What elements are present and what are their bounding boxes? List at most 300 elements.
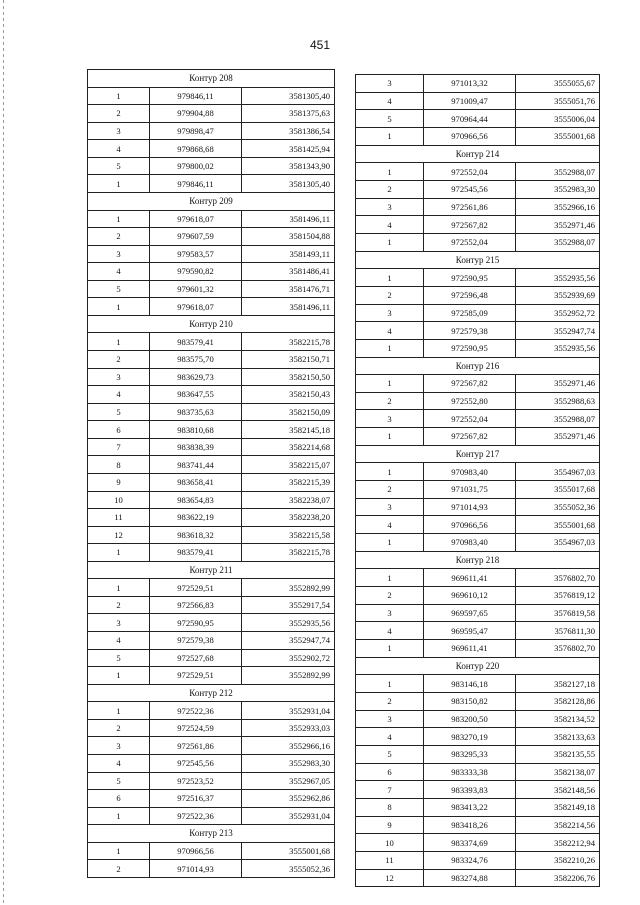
coordinate-y: 3582238,07: [242, 491, 335, 509]
coordinate-y: 3555017,68: [516, 481, 600, 499]
table-row: [88, 719, 335, 737]
coordinate-x: 971014,93: [150, 860, 242, 878]
coordinate-y: 3581305,40: [242, 87, 335, 105]
table-row: [356, 233, 600, 251]
coordinate-y: 3555052,36: [516, 498, 600, 516]
coordinate-x: 972523,52: [150, 772, 242, 790]
coordinate-x: 979618,07: [150, 210, 242, 228]
coordinate-x: 970983,40: [424, 463, 516, 481]
coordinate-y: 3576819,12: [516, 587, 600, 605]
point-number: 11: [88, 509, 150, 527]
contour-header: [356, 445, 600, 463]
table-row: [88, 790, 335, 808]
table-row: [88, 140, 335, 158]
table-row: [88, 509, 335, 527]
table-row: [88, 421, 335, 439]
coordinate-y: 3582127,18: [516, 675, 600, 693]
table-row: [356, 127, 600, 145]
coordinate-x: 983810,68: [150, 421, 242, 439]
coordinate-y: 3582133,63: [516, 728, 600, 746]
coordinate-x: 983393,83: [424, 781, 516, 799]
point-number: 2: [88, 228, 150, 246]
point-number: 2: [88, 105, 150, 123]
coordinate-y: 3552931,04: [242, 807, 335, 825]
table-row: [88, 456, 335, 474]
point-number: 2: [356, 286, 424, 304]
coordinate-x: 983838,39: [150, 438, 242, 456]
coordinate-y: 3552966,16: [516, 198, 600, 216]
coordinate-y: 3582238,20: [242, 509, 335, 527]
coordinate-y: 3552962,86: [242, 790, 335, 808]
coordinate-y: 3552939,69: [516, 286, 600, 304]
coordinate-x: 972529,51: [150, 579, 242, 597]
coordinate-x: 972590,95: [424, 269, 516, 287]
contour-title: Контур 211: [88, 561, 335, 579]
contour-title: Контур 208: [88, 70, 335, 88]
coordinate-y: 3582138,07: [516, 763, 600, 781]
coordinate-x: 983200,50: [424, 710, 516, 728]
coordinate-x: 983622,19: [150, 509, 242, 527]
point-number: 3: [356, 604, 424, 622]
point-number: 1: [356, 640, 424, 658]
table-row: [356, 410, 600, 428]
coordinate-x: 983270,19: [424, 728, 516, 746]
point-number: 2: [356, 481, 424, 499]
coordinate-x: 970966,56: [424, 516, 516, 534]
coordinate-y: 3582135,55: [516, 745, 600, 763]
coordinate-x: 979846,11: [150, 87, 242, 105]
point-number: 8: [88, 456, 150, 474]
coordinate-y: 3555001,68: [516, 127, 600, 145]
point-number: 3: [356, 498, 424, 516]
point-number: 8: [356, 798, 424, 816]
coordinate-x: 972552,04: [424, 163, 516, 181]
coordinate-y: 3582215,39: [242, 473, 335, 491]
contour-title: Контур 209: [88, 192, 335, 210]
coordinate-y: 3582215,78: [242, 544, 335, 562]
table-row: [88, 228, 335, 246]
table-row: [356, 763, 600, 781]
coordinate-y: 3552917,54: [242, 596, 335, 614]
coordinate-x: 972579,38: [150, 632, 242, 650]
point-number: 3: [356, 710, 424, 728]
point-number: 1: [356, 534, 424, 552]
coordinate-y: 3576802,70: [516, 569, 600, 587]
coordinate-y: 3582214,68: [242, 438, 335, 456]
coordinate-x: 979607,59: [150, 228, 242, 246]
point-number: 11: [356, 851, 424, 869]
coordinate-x: 970964,44: [424, 110, 516, 128]
point-number: 5: [88, 157, 150, 175]
coordinate-y: 3582150,43: [242, 386, 335, 404]
table-row: [356, 692, 600, 710]
point-number: 6: [356, 763, 424, 781]
coordinate-y: 3581305,40: [242, 175, 335, 193]
point-number: 1: [356, 269, 424, 287]
table-row: [88, 210, 335, 228]
coordinate-y: 3581425,94: [242, 140, 335, 158]
point-number: 1: [356, 463, 424, 481]
coordinate-x: 979904,88: [150, 105, 242, 123]
table-row: [356, 392, 600, 410]
table-row: [88, 403, 335, 421]
coordinate-y: 3552931,04: [242, 702, 335, 720]
coordinate-x: 972527,68: [150, 649, 242, 667]
coordinate-x: 983629,73: [150, 368, 242, 386]
coordinate-x: 969610,12: [424, 587, 516, 605]
coordinate-x: 969611,41: [424, 569, 516, 587]
table-row: [88, 807, 335, 825]
table-row: [88, 333, 335, 351]
point-number: 9: [88, 473, 150, 491]
coordinate-y: 3582215,78: [242, 333, 335, 351]
point-number: 1: [88, 210, 150, 228]
contour-header: [88, 70, 335, 88]
point-number: 5: [88, 280, 150, 298]
table-row: [88, 175, 335, 193]
coordinate-x: 972522,36: [150, 807, 242, 825]
table-row: [356, 851, 600, 869]
contour-header: [356, 551, 600, 569]
coordinate-y: 3552988,07: [516, 163, 600, 181]
table-row: [356, 216, 600, 234]
coordinate-y: 3552935,56: [516, 269, 600, 287]
contour-header: [356, 657, 600, 675]
coordinate-y: 3582150,71: [242, 351, 335, 369]
point-number: 3: [88, 122, 150, 140]
coordinate-x: 971013,32: [424, 75, 516, 93]
table-row: [356, 587, 600, 605]
coordinate-x: 971014,93: [424, 498, 516, 516]
coordinate-x: 972561,86: [424, 198, 516, 216]
point-number: 1: [88, 807, 150, 825]
table-row: [356, 675, 600, 693]
contour-title: Контур 215: [356, 251, 600, 269]
coordinate-y: 3552988,07: [516, 233, 600, 251]
coordinate-x: 971009,47: [424, 92, 516, 110]
table-row: [356, 728, 600, 746]
point-number: 6: [88, 790, 150, 808]
contour-header: [88, 561, 335, 579]
table-row: [88, 772, 335, 790]
coordinate-x: 983324,76: [424, 851, 516, 869]
coordinate-y: 3552988,63: [516, 392, 600, 410]
coordinate-x: 972596,48: [424, 286, 516, 304]
coordinate-y: 3555001,68: [242, 842, 335, 860]
coordinate-y: 3552902,72: [242, 649, 335, 667]
binder-edge: [3, 0, 4, 905]
coordinate-x: 979618,07: [150, 298, 242, 316]
point-number: 3: [88, 368, 150, 386]
coordinate-y: 3555052,36: [242, 860, 335, 878]
coordinate-x: 983647,55: [150, 386, 242, 404]
coordinate-y: 3582150,50: [242, 368, 335, 386]
contour-header: [356, 357, 600, 375]
table-row: [88, 105, 335, 123]
point-number: 1: [356, 375, 424, 393]
coordinate-x: 972590,95: [150, 614, 242, 632]
contour-title: Контур 213: [88, 825, 335, 843]
point-number: 7: [356, 781, 424, 799]
coordinate-x: 970966,56: [150, 842, 242, 860]
table-row: [88, 754, 335, 772]
coordinate-y: 3555006,04: [516, 110, 600, 128]
contour-header: [88, 684, 335, 702]
coordinate-y: 3552971,46: [516, 428, 600, 446]
point-number: 1: [88, 702, 150, 720]
coordinate-y: 3552947,74: [242, 632, 335, 650]
coordinate-y: 3581375,63: [242, 105, 335, 123]
coordinate-x: 983333,38: [424, 763, 516, 781]
table-row: [88, 544, 335, 562]
coordinate-y: 3552892,99: [242, 579, 335, 597]
page-number: 451: [309, 38, 331, 52]
coordinate-y: 3552983,30: [516, 180, 600, 198]
table-row: [88, 842, 335, 860]
coordinate-y: 3581343,90: [242, 157, 335, 175]
point-number: 4: [356, 216, 424, 234]
contour-header: [356, 251, 600, 269]
table-row: [88, 667, 335, 685]
coordinate-y: 3576811,30: [516, 622, 600, 640]
coordinate-y: 3554967,03: [516, 463, 600, 481]
coordinate-y: 3552988,07: [516, 410, 600, 428]
coordinates-table-left: [87, 69, 335, 878]
coordinate-y: 3581504,88: [242, 228, 335, 246]
point-number: 3: [356, 410, 424, 428]
table-row: [356, 622, 600, 640]
coordinate-x: 971031,75: [424, 481, 516, 499]
table-row: [88, 368, 335, 386]
table-row: [88, 280, 335, 298]
point-number: 3: [88, 614, 150, 632]
coordinate-x: 979800,02: [150, 157, 242, 175]
table-row: [356, 428, 600, 446]
point-number: 12: [356, 869, 424, 887]
point-number: 3: [88, 245, 150, 263]
coordinate-x: 983579,41: [150, 544, 242, 562]
coordinate-x: 969611,41: [424, 640, 516, 658]
table-row: [88, 351, 335, 369]
coordinate-y: 3552947,74: [516, 322, 600, 340]
table-row: [356, 75, 600, 93]
coordinate-x: 979590,82: [150, 263, 242, 281]
point-number: 2: [356, 392, 424, 410]
point-number: 12: [88, 526, 150, 544]
coordinate-y: 3582128,86: [516, 692, 600, 710]
coordinate-y: 3555001,68: [516, 516, 600, 534]
table-row: [356, 463, 600, 481]
coordinate-y: 3552966,16: [242, 737, 335, 755]
table-row: [356, 180, 600, 198]
point-number: 4: [356, 322, 424, 340]
contour-header: [88, 192, 335, 210]
point-number: 5: [356, 745, 424, 763]
point-number: 2: [88, 719, 150, 737]
right-column: [355, 74, 599, 887]
coordinate-x: 972529,51: [150, 667, 242, 685]
point-number: 5: [356, 110, 424, 128]
coordinate-x: 979601,32: [150, 280, 242, 298]
coordinate-y: 3582150,09: [242, 403, 335, 421]
coordinate-y: 3552935,56: [516, 339, 600, 357]
coordinate-x: 972561,86: [150, 737, 242, 755]
table-row: [356, 304, 600, 322]
point-number: 4: [356, 92, 424, 110]
coordinate-y: 3552935,56: [242, 614, 335, 632]
point-number: 1: [88, 842, 150, 860]
coordinate-x: 970983,40: [424, 534, 516, 552]
table-row: [88, 860, 335, 878]
table-row: [88, 473, 335, 491]
coordinate-x: 983418,26: [424, 816, 516, 834]
table-row: [356, 569, 600, 587]
coordinate-x: 983654,83: [150, 491, 242, 509]
coordinate-x: 983658,41: [150, 473, 242, 491]
coordinate-y: 3581496,11: [242, 210, 335, 228]
coordinate-x: 972566,83: [150, 596, 242, 614]
coordinate-y: 3582206,76: [516, 869, 600, 887]
table-row: [356, 110, 600, 128]
point-number: 1: [88, 87, 150, 105]
point-number: 10: [88, 491, 150, 509]
coordinate-x: 969597,65: [424, 604, 516, 622]
coordinate-x: 972567,82: [424, 428, 516, 446]
point-number: 5: [88, 403, 150, 421]
coordinate-y: 3581496,11: [242, 298, 335, 316]
point-number: 2: [356, 180, 424, 198]
coordinate-y: 3581486,41: [242, 263, 335, 281]
table-row: [356, 516, 600, 534]
table-row: [88, 702, 335, 720]
coordinate-x: 972585,09: [424, 304, 516, 322]
coordinate-y: 3582134,52: [516, 710, 600, 728]
point-number: 1: [356, 127, 424, 145]
table-row: [356, 92, 600, 110]
point-number: 10: [356, 834, 424, 852]
coordinate-x: 983146,18: [424, 675, 516, 693]
coordinates-table-right: [355, 74, 600, 887]
point-number: 2: [88, 596, 150, 614]
contour-header: [356, 145, 600, 163]
coordinate-x: 972552,04: [424, 410, 516, 428]
point-number: 4: [88, 263, 150, 281]
contour-header: [88, 315, 335, 333]
table-row: [88, 649, 335, 667]
coordinate-y: 3582149,18: [516, 798, 600, 816]
table-row: [356, 498, 600, 516]
contour-title: Контур 217: [356, 445, 600, 463]
coordinate-x: 972579,38: [424, 322, 516, 340]
point-number: 4: [88, 754, 150, 772]
table-row: [88, 737, 335, 755]
table-row: [356, 198, 600, 216]
table-row: [356, 322, 600, 340]
coordinate-y: 3581386,54: [242, 122, 335, 140]
coordinate-x: 979868,68: [150, 140, 242, 158]
left-column: [87, 69, 334, 878]
point-number: 3: [356, 75, 424, 93]
coordinate-x: 972524,59: [150, 719, 242, 737]
point-number: 1: [356, 163, 424, 181]
point-number: 4: [356, 728, 424, 746]
coordinate-y: 3554967,03: [516, 534, 600, 552]
coordinate-x: 983579,41: [150, 333, 242, 351]
point-number: 1: [88, 579, 150, 597]
table-row: [356, 339, 600, 357]
table-row: [88, 491, 335, 509]
point-number: 1: [356, 428, 424, 446]
coordinate-x: 979846,11: [150, 175, 242, 193]
table-row: [356, 710, 600, 728]
contour-title: Контур 210: [88, 315, 335, 333]
coordinate-x: 983618,32: [150, 526, 242, 544]
coordinate-x: 972545,56: [424, 180, 516, 198]
coordinate-x: 972522,36: [150, 702, 242, 720]
coordinate-y: 3555051,76: [516, 92, 600, 110]
point-number: 4: [88, 632, 150, 650]
coordinate-x: 972567,82: [424, 216, 516, 234]
coordinate-x: 979583,57: [150, 245, 242, 263]
point-number: 7: [88, 438, 150, 456]
table-row: [356, 798, 600, 816]
contour-header: [88, 825, 335, 843]
point-number: 3: [88, 737, 150, 755]
table-row: [356, 816, 600, 834]
coordinate-y: 3552983,30: [242, 754, 335, 772]
table-row: [88, 298, 335, 316]
coordinate-y: 3552892,99: [242, 667, 335, 685]
table-row: [88, 122, 335, 140]
point-number: 5: [88, 649, 150, 667]
table-row: [356, 286, 600, 304]
coordinate-y: 3582145,18: [242, 421, 335, 439]
coordinate-x: 983150,82: [424, 692, 516, 710]
table-row: [356, 834, 600, 852]
point-number: 2: [356, 692, 424, 710]
coordinate-x: 983575,70: [150, 351, 242, 369]
point-number: 4: [88, 386, 150, 404]
point-number: 1: [88, 544, 150, 562]
point-number: 4: [356, 622, 424, 640]
coordinate-y: 3582215,58: [242, 526, 335, 544]
coordinate-x: 972590,95: [424, 339, 516, 357]
table-row: [88, 87, 335, 105]
point-number: 2: [356, 587, 424, 605]
point-number: 1: [356, 569, 424, 587]
table-row: [88, 579, 335, 597]
coordinate-x: 979898,47: [150, 122, 242, 140]
coordinate-x: 983374,69: [424, 834, 516, 852]
table-row: [356, 781, 600, 799]
table-row: [88, 245, 335, 263]
point-number: 4: [88, 140, 150, 158]
coordinate-y: 3581476,71: [242, 280, 335, 298]
table-row: [88, 526, 335, 544]
table-row: [88, 614, 335, 632]
coordinate-y: 3552967,05: [242, 772, 335, 790]
coordinate-x: 970966,56: [424, 127, 516, 145]
coordinate-y: 3581493,11: [242, 245, 335, 263]
point-number: 3: [356, 304, 424, 322]
table-row: [356, 869, 600, 887]
point-number: 1: [88, 175, 150, 193]
coordinate-x: 972552,04: [424, 233, 516, 251]
point-number: 1: [356, 233, 424, 251]
coordinate-x: 983413,22: [424, 798, 516, 816]
contour-title: Контур 212: [88, 684, 335, 702]
point-number: 9: [356, 816, 424, 834]
